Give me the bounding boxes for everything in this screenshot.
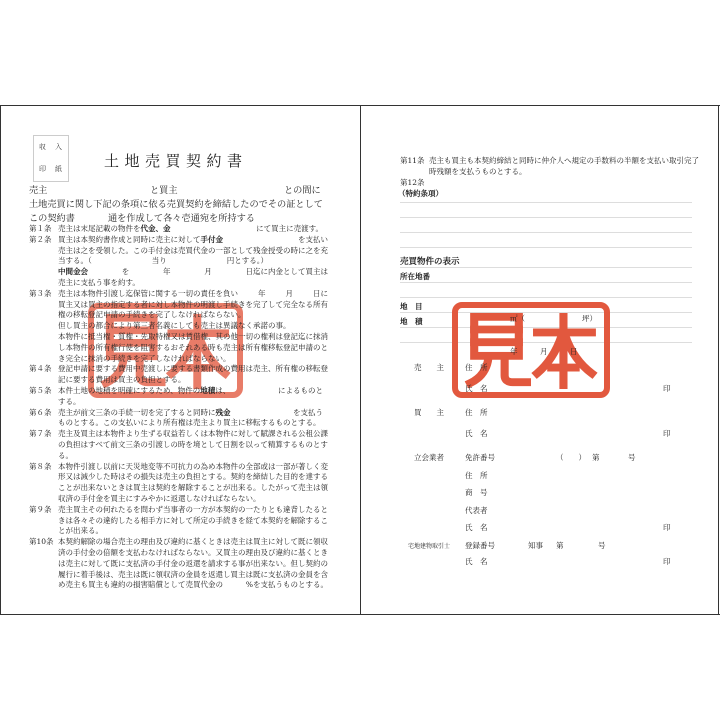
page-divider	[360, 105, 361, 615]
clause-line	[58, 235, 328, 246]
contract-clause	[29, 386, 323, 408]
clause-text-group	[58, 310, 246, 321]
clause-text: は、	[215, 385, 231, 395]
clause-line	[58, 440, 328, 451]
clause-emphasis: 手付金	[200, 234, 223, 244]
clause-text-group	[58, 494, 261, 505]
revenue-stamp-char: 入	[55, 143, 62, 151]
area-tsubo-unit: 坪）	[582, 314, 597, 323]
preamble-between: との間に	[284, 185, 321, 196]
location-label: 所在地番	[400, 272, 430, 281]
property-line	[400, 297, 692, 298]
clause-line	[58, 483, 328, 494]
special-terms-heading: （特約条項）	[398, 189, 443, 198]
clause-line	[58, 364, 328, 375]
clause-text: を支払う	[293, 407, 323, 417]
document-title: 土地売買契約書	[104, 152, 248, 170]
broker-license-label: 免許番号	[465, 453, 495, 462]
clause-text: き完全に抹消の手続きを完了しなければならない。	[58, 353, 231, 363]
clause-text-group	[58, 570, 328, 581]
clause-text-group	[58, 386, 230, 397]
clause-line	[58, 310, 328, 321]
clause-text: 売主は本物件引渡し迄保管に関する一切の責任を負い	[58, 288, 238, 298]
page-border-right	[718, 105, 719, 615]
clause-number: 第５条	[29, 385, 52, 395]
broker-name-label: 氏 名	[465, 523, 488, 532]
buyer-seal: 印	[663, 429, 671, 438]
clause-text: 月	[204, 267, 212, 277]
clause-text: 記に要する費用は買主の負担とする。	[58, 375, 186, 385]
clause-text: 当り	[151, 256, 167, 266]
clause-text-group	[58, 332, 328, 343]
clause-text: 売主及買主は本物件より生ずる収益若しくは本物件に対して賦課される公租公課	[58, 429, 328, 439]
clause-emphasis: 中間金会	[58, 267, 88, 277]
clause-text: を支払い	[298, 234, 328, 244]
land-area-label: 地 積	[400, 317, 423, 326]
clause-line	[58, 321, 328, 332]
clause-text-group	[58, 472, 328, 483]
clause-text-group	[163, 267, 171, 278]
clause-line	[58, 289, 328, 300]
clause-line	[58, 256, 328, 267]
clause-text: し本物件の所有権行使を阻害するおそれある時も売主は所有権移転登記申請のと	[58, 342, 328, 352]
clause-text-group	[227, 256, 268, 267]
clause-text-group	[122, 267, 130, 278]
clause-text: によるものと	[278, 385, 323, 395]
clause-text-group	[58, 440, 328, 451]
clause-line	[58, 472, 328, 483]
clause-text-group	[58, 256, 92, 267]
buyer-name-label: 氏 名	[465, 429, 488, 438]
contract-clause	[29, 288, 328, 365]
contract-clause	[29, 537, 328, 591]
clause-text-group	[58, 418, 321, 429]
clause-text: 登記申請に要する費用中売渡しに要する書類作成の費用は売主、所有権の移転登	[58, 364, 328, 374]
clause-text-group	[58, 246, 328, 257]
clause-text-group	[204, 267, 212, 278]
clause-number: 第６条	[29, 407, 52, 417]
special-terms-line	[400, 217, 692, 218]
date-year: 年	[510, 347, 518, 356]
area-sqm-unit: ㎡（	[510, 314, 525, 323]
agent-governor: 知事	[528, 541, 543, 550]
clause-line	[58, 278, 328, 289]
property-line	[400, 267, 692, 268]
clause-text: 済の手付金の倍額を支払わなければならない。又買主の理由及び違約に基くとき	[58, 547, 328, 557]
clause-text-group	[313, 289, 328, 300]
broker-seal: 印	[663, 523, 671, 532]
clause-text-group	[58, 300, 328, 311]
clause-number: 第10条	[29, 537, 54, 547]
clause-line	[58, 267, 328, 278]
clause-text: め売主も買主も違約の損害賠償として売買代金の	[58, 580, 223, 590]
buyer-label: 買 主	[414, 408, 444, 417]
clause-text-group	[58, 559, 328, 570]
clause-body	[58, 408, 323, 430]
clause-line	[58, 246, 328, 257]
clause-text: 買主又は買主の指定する者に対し本物件の明渡し手続きを完了して完全なる所有	[58, 299, 328, 309]
clause-number: 第２条	[29, 234, 52, 244]
clause-text: ものとする。この支払いにより所有権は売主より買主に移転するものとする。	[58, 418, 321, 428]
clause-line	[58, 354, 328, 365]
broker-label: 立会業者	[414, 453, 444, 462]
sample-stamp-glyphs	[460, 311, 602, 389]
seller-label: 売 主	[414, 363, 444, 372]
clause-number: 第３条	[29, 288, 52, 298]
clause-text-group	[58, 235, 223, 246]
clause-body	[58, 224, 323, 235]
clause-text-group	[58, 516, 328, 527]
clause-text: 履行に着手後は、売主は既に領収済の金員を返還し買主は既に支払済の金員を含	[58, 569, 328, 579]
clause-text: を	[121, 267, 130, 277]
clause-emphasis: 地積	[200, 385, 216, 395]
clause-text: 円とする。）	[226, 256, 268, 266]
clause-number: 第９条	[29, 504, 52, 514]
clause-body	[58, 289, 328, 365]
property-line	[400, 282, 692, 283]
clause-line	[58, 580, 328, 591]
clause-line	[58, 300, 328, 311]
clause-text-group	[286, 289, 294, 300]
clause-line	[58, 332, 328, 343]
revenue-stamp-char: 紙	[55, 165, 62, 173]
revenue-stamp-box	[33, 135, 69, 182]
clause-text: とが出来る。	[58, 526, 103, 536]
clause-text-group	[58, 505, 328, 516]
clause-text-group	[258, 289, 266, 300]
clause-text-group	[246, 267, 329, 278]
clause-text: 当する。（	[58, 256, 92, 266]
clause-line	[58, 570, 328, 581]
buyer-address-label: 住 所	[465, 408, 488, 417]
clause-11-line-1: 売主も買主も本契約締結と同時に仲介人へ規定の手数料の半額を支払い取引完了	[429, 156, 699, 165]
clause-number: 第１条	[29, 224, 52, 233]
broker-trade-name-label: 商 号	[465, 488, 488, 497]
special-terms-line	[400, 247, 692, 248]
clause-line	[58, 386, 323, 397]
clause-text: 日迄に内金として買主は	[245, 267, 328, 277]
special-terms-line	[400, 202, 692, 203]
clause-text: 本物件に抵当権・質権・先取特権又は賃借権、其の他一切の権利は登記迄に抹消	[58, 331, 328, 341]
clause-text-group	[58, 224, 171, 235]
clause-text: 本件土地の地積を明確にするため、物件の	[58, 385, 201, 395]
clause-text: 本契約解除の場合売主の理由及び違約に基くときは売主は買主に対して既に領収	[58, 537, 328, 547]
contract-clause	[29, 429, 328, 461]
clause-line	[58, 559, 328, 570]
contract-clause	[29, 504, 328, 537]
land-category-label: 地 目	[400, 302, 423, 311]
clause-text: 本物件引渡し以前に天災地変等不可抗力の為め本物件の全部或は一部が著しく変	[58, 461, 328, 471]
clause-text: きは各々その違約したる相手方に対して所定の手続きを経て本契約を解除するこ	[58, 515, 328, 525]
clause-line	[58, 494, 328, 505]
broker-license-dai: 第	[592, 453, 600, 462]
clause-line	[58, 537, 328, 548]
clause-number: 第８条	[29, 461, 52, 471]
preamble-line-2: 土地売買に関し下記の条項に依る売買契約を締結したのでその証として	[29, 199, 323, 210]
clause-text-group	[58, 278, 140, 289]
agent-name-label: 氏 名	[465, 557, 488, 566]
revenue-stamp-char: 収	[39, 143, 46, 151]
clause-text: 売主が前文三条の手続一切を完了すると同時に	[58, 407, 216, 417]
special-terms-line	[400, 232, 692, 233]
clause-text-group	[58, 343, 328, 354]
clause-text-group	[246, 580, 328, 591]
clause-line	[58, 343, 328, 354]
clause-text: する。	[58, 396, 81, 406]
clause-text-group	[58, 537, 328, 548]
clause-line	[58, 548, 328, 559]
clause-line	[58, 505, 328, 516]
clause-line	[58, 462, 328, 473]
clause-text-group	[58, 364, 328, 375]
broker-address-label: 住 所	[465, 471, 488, 480]
clause-11-line-2: 時残額を支払うものとする。	[429, 167, 527, 176]
clause-text-group	[58, 429, 328, 440]
clause-text: の負担はすべて前文三条の引渡しの時を境として日割を以って精算するものとす	[58, 439, 328, 449]
clause-text-group	[58, 451, 73, 462]
broker-representative-label: 代表者	[465, 506, 488, 515]
preamble-buyer: と買主	[150, 185, 178, 196]
clause-text: 但し買主の都合により第三者名義にしても売主は異議なく承諾の事。	[58, 321, 291, 331]
clause-text: 売主に支払う事を約す。	[58, 277, 140, 287]
date-day: 日	[570, 347, 578, 356]
clause-line	[58, 397, 323, 408]
clause-12-label: 第12条	[400, 178, 425, 187]
clause-text: 売主は之を受領した。この手付金は売買代金の一部として残金授受の時に之を充	[58, 245, 328, 255]
clause-text: 買主は本契約書作成と同時に売主に対して	[58, 234, 201, 244]
clause-text: %を支払うものとする。	[245, 580, 328, 590]
clause-body	[58, 537, 328, 591]
contract-clause	[29, 364, 328, 386]
clause-text-group	[293, 408, 323, 419]
agent-label: 宅地建物取引士	[408, 543, 451, 550]
page-border-left	[0, 105, 1, 615]
clause-text-group	[58, 408, 231, 419]
clause-body	[58, 462, 328, 505]
clause-text-group	[58, 354, 231, 365]
clause-text-group	[152, 256, 167, 267]
clause-text-group	[256, 224, 323, 235]
clause-emphasis: 残金	[215, 407, 231, 417]
clause-text: 月	[285, 288, 293, 298]
clause-text-group	[298, 235, 328, 246]
clause-text: にて買主に売渡す。	[256, 224, 323, 233]
clause-text: 年	[163, 267, 171, 277]
clause-text-group	[58, 321, 291, 332]
property-heading: 売買物件の表示	[400, 257, 460, 267]
clause-text-group	[58, 462, 328, 473]
preamble-copies: この契約書	[29, 213, 75, 224]
seller-address-label: 住 所	[465, 363, 488, 372]
clause-body	[58, 386, 323, 408]
contract-clauses	[29, 224, 328, 591]
agent-go: 号	[598, 541, 606, 550]
preamble-seller: 売主	[29, 185, 48, 196]
date-month: 月	[540, 347, 548, 356]
seller-seal: 印	[663, 384, 671, 393]
contract-clause	[29, 461, 328, 505]
clause-line	[58, 526, 328, 537]
clause-line	[58, 429, 328, 440]
preamble-line-3: 通を作成して各々壱通宛を所持する	[108, 213, 255, 224]
clause-number: 第７条	[29, 429, 52, 439]
clause-text: 売主買主その何れたるを問わず当事者の一方が本契約の一たりとも違背したると	[58, 504, 328, 514]
clause-number: 第４条	[29, 364, 52, 374]
clause-body	[58, 235, 328, 289]
broker-license-go: 号	[628, 453, 636, 462]
revenue-stamp-char: 印	[39, 165, 46, 173]
clause-text-group	[58, 526, 103, 537]
contract-clause	[29, 408, 323, 430]
clause-line	[58, 224, 323, 235]
clause-text: 権の移転登記申請の手続きを完了しなければならない。	[58, 310, 246, 320]
clause-line	[58, 516, 328, 527]
agent-registration-label: 登録番号	[465, 541, 495, 550]
seller-name-label: 氏 名	[465, 384, 488, 393]
clause-body	[58, 505, 328, 537]
clause-text-group	[58, 580, 223, 591]
clause-text: は売主に対して既に支払済の手付金の返還を請求する事が出来ない。但し契約の	[58, 558, 328, 568]
broker-license-paren: （ ）	[556, 453, 586, 462]
clause-text-group	[58, 397, 81, 408]
clause-text-group	[278, 386, 323, 397]
clause-text-group	[58, 548, 328, 559]
clause-text: る。	[58, 450, 73, 460]
clause-body	[58, 429, 328, 461]
clause-text-group	[58, 375, 186, 386]
agent-seal: 印	[663, 557, 671, 566]
clause-text: 年	[258, 288, 266, 298]
clause-line	[58, 375, 328, 386]
clause-text-group	[58, 289, 238, 300]
clause-text: ことが出来ないときは買主は契約を解除することが出来る。したがって売主は領	[58, 483, 328, 493]
contract-clause	[29, 234, 328, 289]
clause-text: 売主は末尾記載の物件を	[58, 224, 141, 233]
contract-clause	[29, 224, 323, 235]
clause-text: 日に	[313, 288, 328, 298]
clause-text-group	[58, 267, 88, 278]
clause-line	[58, 408, 323, 419]
clause-11-label: 第11条	[400, 156, 425, 165]
clause-text: 形又は減少した時はその損失は売主の負担とする。契約を締結した目的を達する	[58, 472, 328, 482]
clause-line	[58, 451, 328, 462]
agent-dai: 第	[556, 541, 564, 550]
clause-text: 収済の手付金を買主にすみやかに返還しなければならない。	[58, 493, 261, 503]
clause-text-group	[58, 483, 328, 494]
clause-emphasis: 代金、金	[140, 224, 171, 233]
clause-line	[58, 418, 323, 429]
clause-body	[58, 364, 328, 386]
